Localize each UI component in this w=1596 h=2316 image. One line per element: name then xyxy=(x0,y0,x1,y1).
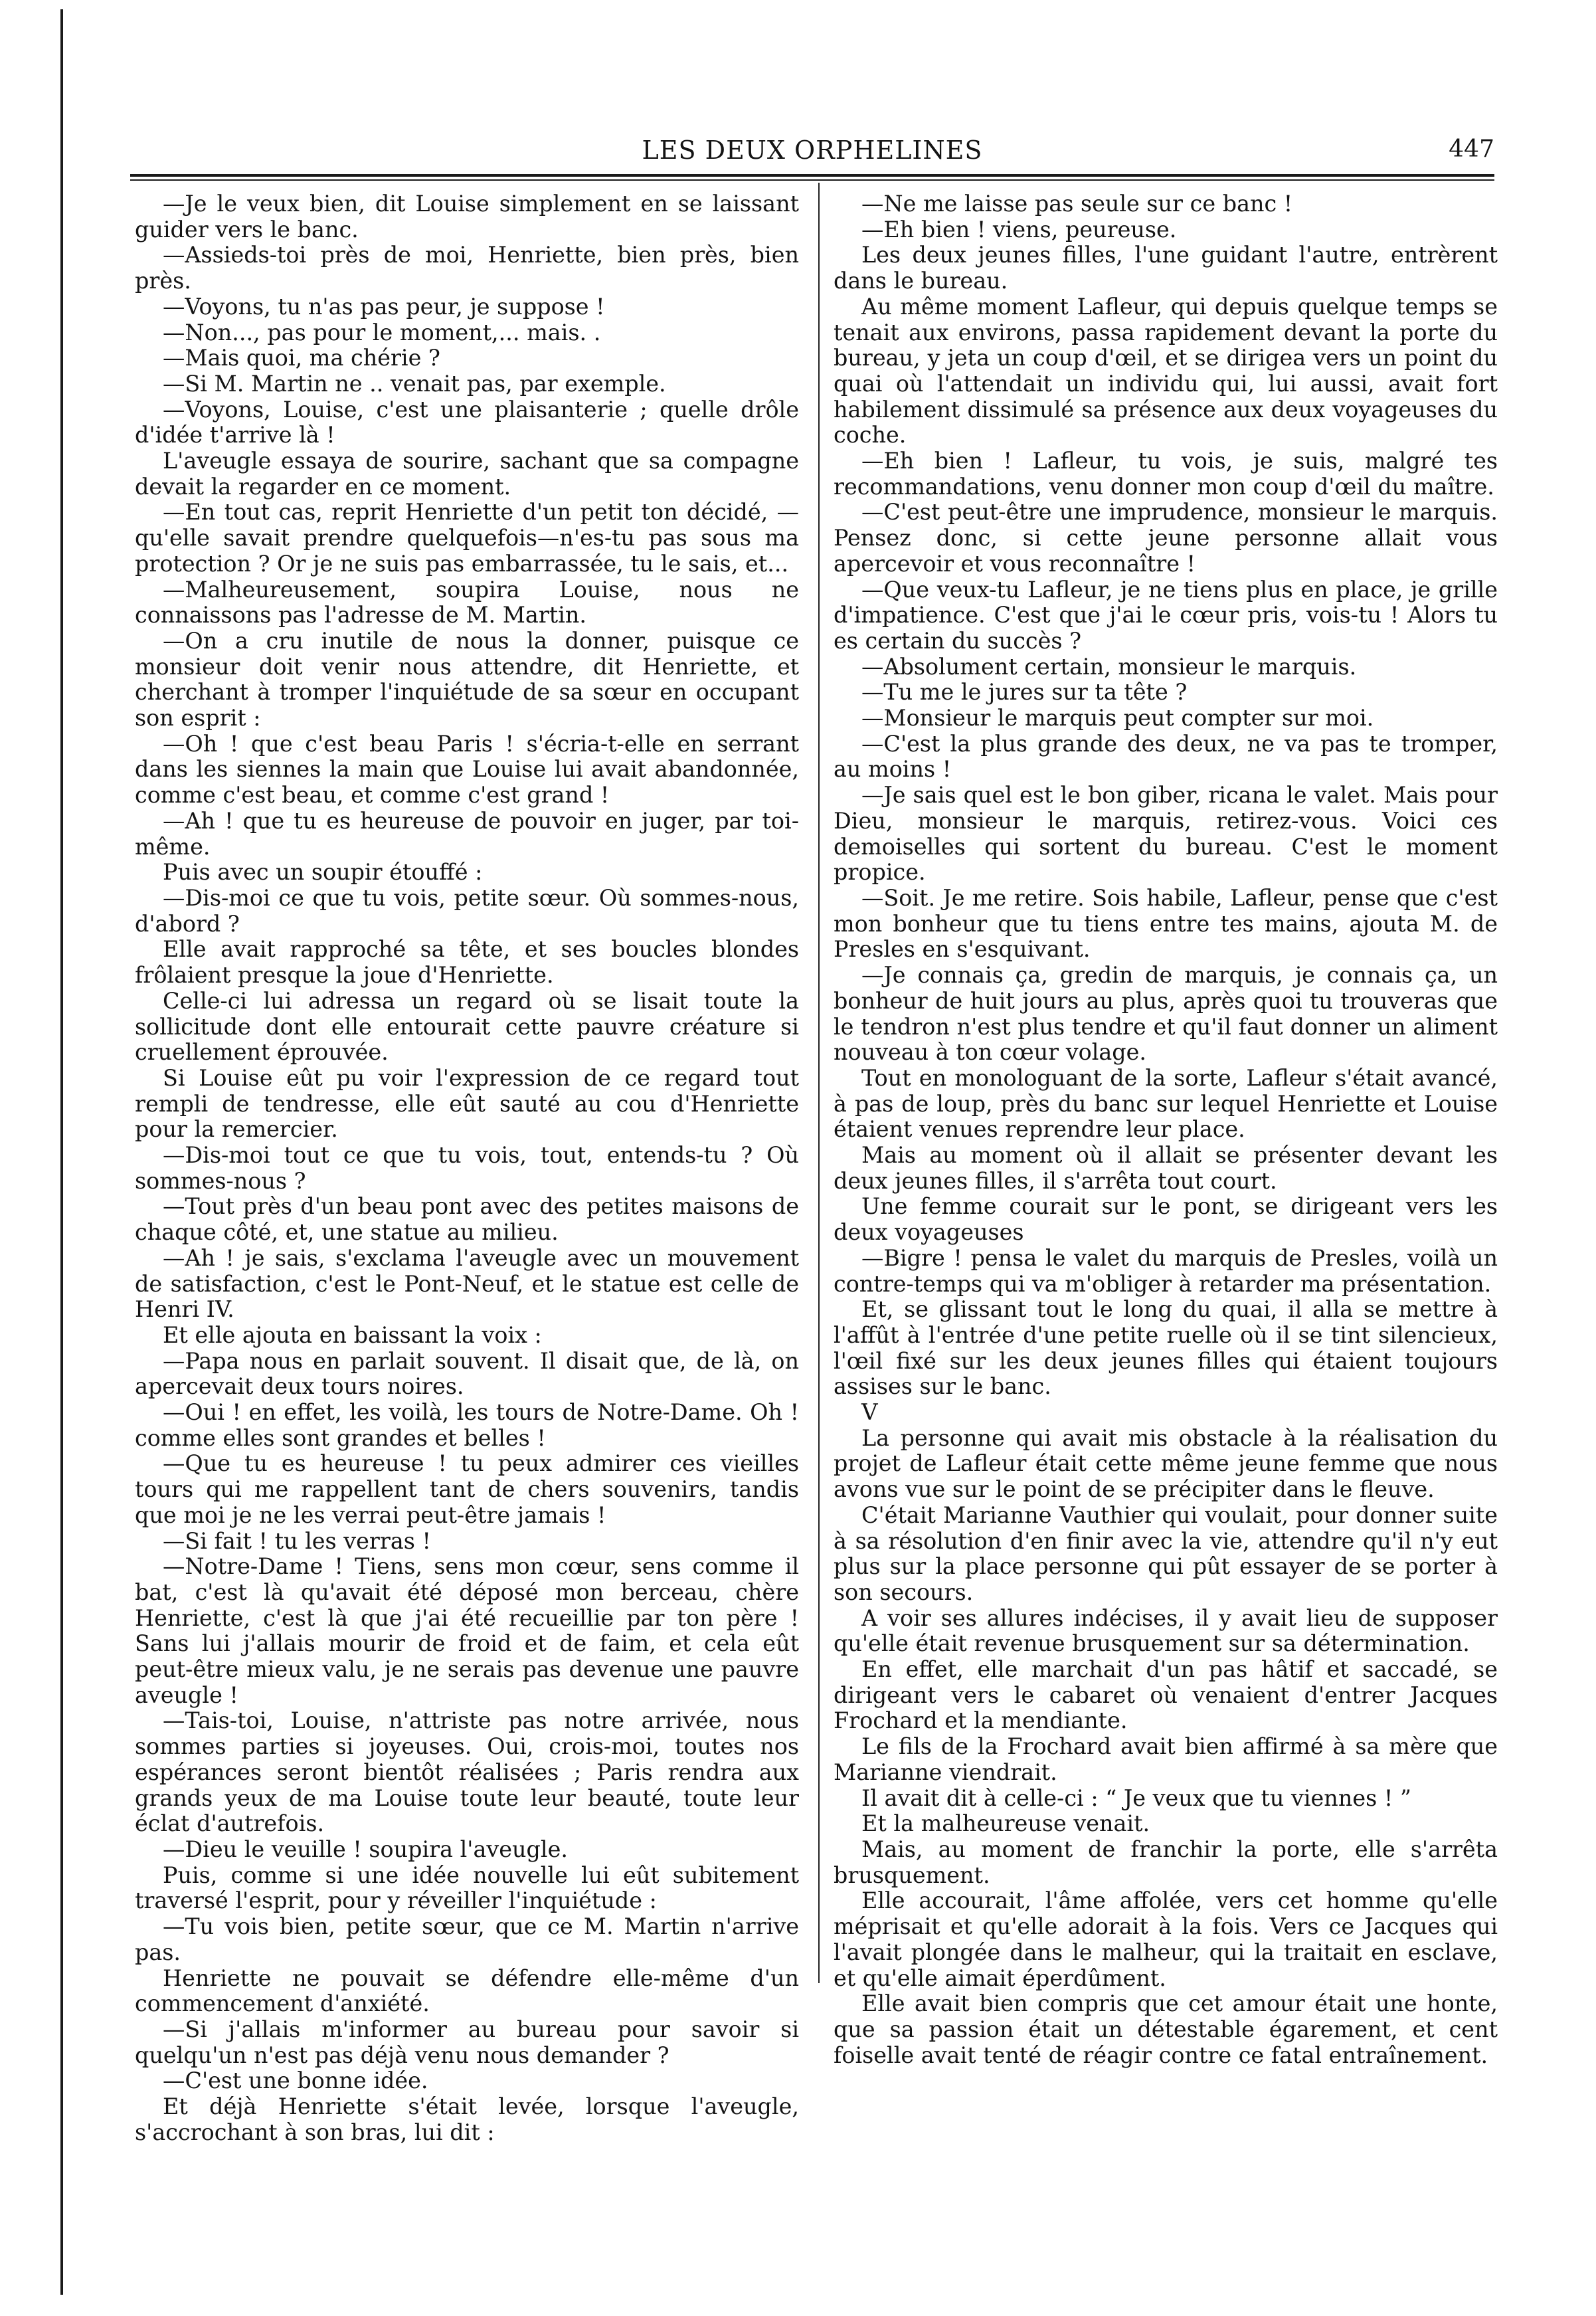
paragraph: —Papa nous en parlait souvent. Il disait que, de là, on apercevait deux tours noires. xyxy=(135,1347,799,1400)
paragraph: En effet, elle marchait d'un pas hâtif et saccadé, se dirigeant vers le cabaret où venaient d'entrer Jacques Frochard et la mendiante. xyxy=(834,1656,1498,1734)
paragraph: Puis avec un soupir étouffé : xyxy=(163,859,483,886)
paragraph: Tout en monologuant de la sorte, Lafleur s'était avancé, à pas de loup, près du banc sur lequel Henriette et Louise étaient venues reprendre leur place. xyxy=(834,1064,1498,1143)
paragraph: —Je connais ça, gredin de marquis, je connais ça, un bonheur de huit jours au plus, après quoi tu trouveras que le tendron n'est plus tendre et qu'il faut donner un aliment nouveau à ton cœur volage. xyxy=(834,962,1498,1066)
paragraph: —Tout près d'un beau pont avec des petites maisons de chaque côté, et, une statue au milieu. xyxy=(135,1193,799,1246)
paragraph: —Tu me le jures sur ta tête ? xyxy=(861,679,1188,706)
header-rule-thick xyxy=(130,174,1494,177)
paragraph: —En tout cas, reprit Henriette d'un petit ton décidé, —qu'elle savait prendre quelquefois—n'es-tu pas sous ma protection ? Or je ne suis pas embarrassée, tu le sais, et... xyxy=(135,499,799,577)
paragraph: —Soit. Je me retire. Sois habile, Lafleur, pense que c'est mon bonheur que tu tiens entre tes mains, ajouta M. de Presles en s'esquivant. xyxy=(834,884,1498,963)
paragraph: Une femme courait sur le pont, se dirigeant vers les deux voyageuses xyxy=(834,1193,1498,1246)
paragraph: Henriette ne pouvait se défendre elle-même d'un commencement d'anxiété. xyxy=(135,1965,799,2017)
page-edge-rule xyxy=(60,9,63,2295)
paragraph: —Dieu le veuille ! soupira l'aveugle. xyxy=(163,1836,568,1862)
paragraph: Il avait dit à celle-ci : “ Je veux que tu viennes ! ” xyxy=(861,1785,1411,1811)
paragraph: Si Louise eût pu voir l'expression de ce regard tout rempli de tendresse, elle eût sauté au cou d'Henriette pour la remercier. xyxy=(135,1064,799,1143)
paragraph: —Oh ! que c'est beau Paris ! s'écria-t-elle en serrant dans les siennes la main que Louise lui avait abandonnée, comme c'est beau, et comme c'est grand ! xyxy=(135,730,799,809)
paragraph: L'aveugle essaya de sourire, sachant que sa compagne devait la regarder en ce moment. xyxy=(135,448,799,500)
paragraph: —Si j'allais m'informer au bureau pour savoir si quelqu'un n'est pas déjà venu nous demander ? xyxy=(135,2016,799,2068)
paragraph: Elle avait bien compris que cet amour était une honte, que sa passion était un détestable égarement, et cent foiselle avait tenté de réagir contre ce fatal entraînement. xyxy=(834,1990,1498,2068)
paragraph: —Je sais quel est le bon giber, ricana le valet. Mais pour Dieu, monsieur le marquis, retirez-vous. Voici ces demoiselles qui sortent du bureau. C'est le moment propice. xyxy=(834,782,1498,886)
paragraph: Celle-ci lui adressa un regard où se lisait toute la sollicitude dont elle entourait cette pauvre créature si cruellement éprouvée. xyxy=(135,987,799,1066)
paragraph: —C'est peut-être une imprudence, monsieur le marquis. Pensez donc, si cette jeune personne allait vous apercevoir et vous reconnaître ! xyxy=(834,499,1498,577)
paragraph: Le fils de la Frochard avait bien affirmé à sa mère que Marianne viendrait. xyxy=(834,1733,1498,1785)
paragraph: Elle accourait, l'âme affolée, vers cet homme qu'elle méprisait et qu'elle adorait à la fois. Vers ce Jacques qui l'avait plongée dans le malheur, qui la traitait en esclave, et qu'elle aimait éperdûment. xyxy=(834,1887,1498,1991)
paragraph: —Bigre ! pensa le valet du marquis de Presles, voilà un contre-temps qui va m'obliger à retarder ma présentation. xyxy=(834,1244,1498,1297)
paragraph: —Malheureusement, soupira Louise, nous ne connaissons pas l'adresse de M. Martin. xyxy=(135,576,799,628)
paragraph: —Ne me laisse pas seule sur ce banc ! xyxy=(861,191,1293,217)
paragraph: —C'est une bonne idée. xyxy=(163,2068,428,2094)
paragraph: Et elle ajouta en baissant la voix : xyxy=(163,1321,542,1348)
paragraph: —Monsieur le marquis peut compter sur moi. xyxy=(861,705,1374,731)
paragraph: Mais, au moment de franchir la porte, elle s'arrêta brusquement. xyxy=(834,1836,1498,1888)
paragraph: Et déjà Henriette s'était levée, lorsque l'aveugle, s'accrochant à son bras, lui dit : xyxy=(135,2093,799,2145)
paragraph: —Dis-moi tout ce que tu vois, tout, entends-tu ? Où sommes-nous ? xyxy=(135,1142,799,1194)
paragraph: Puis, comme si une idée nouvelle lui eût subitement traversé l'esprit, pour y réveiller l'inquiétude : xyxy=(135,1862,799,1914)
paragraph: —Notre-Dame ! Tiens, sens mon cœur, sens comme il bat, c'est là qu'avait été déposé mon berceau, chère Henriette, c'est là que j'ai été recueillie par ton père ! Sans lui j'allais mourir de froid et de faim, et cela eût peut-être mieux valu, je ne serais pas devenue une pauvre aveugle ! xyxy=(135,1553,799,1708)
paragraph: —Eh bien ! Lafleur, tu vois, je suis, malgré tes recommandations, venu donner mon coup d'œil du maître. xyxy=(834,448,1498,500)
paragraph: Mais au moment où il allait se présenter devant les deux jeunes filles, il s'arrêta tout court. xyxy=(834,1142,1498,1194)
paragraph: —Voyons, Louise, c'est une plaisanterie ; quelle drôle d'idée t'arrive là ! xyxy=(135,396,799,448)
chapter-heading: V xyxy=(861,1399,878,1426)
running-header xyxy=(130,136,1494,175)
paragraph: —Tu vois bien, petite sœur, que ce M. Martin n'arrive pas. xyxy=(135,1913,799,1965)
header-rule-thin xyxy=(130,179,1494,181)
paragraph: —Assieds-toi près de moi, Henriette, bien près, bien près. xyxy=(135,242,799,294)
paragraph: —Mais quoi, ma chérie ? xyxy=(163,345,440,371)
paragraph: Et la malheureuse venait. xyxy=(861,1810,1150,1837)
paragraph: Elle avait rapproché sa tête, et ses boucles blondes frôlaient presque la joue d'Henriette. xyxy=(135,936,799,989)
paragraph: La personne qui avait mis obstacle à la réalisation du projet de Lafleur était cette même jeune femme que nous avons vue sur le point de se précipiter dans le fleuve. xyxy=(834,1424,1498,1503)
left-column xyxy=(135,191,799,2145)
paragraph: —Non..., pas pour le moment,... mais. . xyxy=(163,319,601,345)
paragraph: Les deux jeunes filles, l'une guidant l'autre, entrèrent dans le bureau. xyxy=(834,242,1498,294)
paragraph: A voir ses allures indécises, il y avait lieu de supposer qu'elle était revenue brusquement sur sa détermination. xyxy=(834,1604,1498,1657)
column-divider xyxy=(818,183,820,1983)
paragraph: —Dis-moi ce que tu vois, petite sœur. Où sommes-nous, d'abord ? xyxy=(135,884,799,937)
paragraph: —Ah ! je sais, s'exclama l'aveugle avec un mouvement de satisfaction, c'est le Pont-Neuf, et le statue est celle de Henri IV. xyxy=(135,1244,799,1323)
paragraph: Au même moment Lafleur, qui depuis quelque temps se tenait aux environs, passa rapidement devant la porte du bureau, y jeta un coup d'œil, et se dirigea vers un point du quai où l'attendait un individu qui, lui aussi, avait fort habilement dissimulé sa présence aux deux voyageuses du coche. xyxy=(834,293,1498,448)
paragraph: —Eh bien ! viens, peureuse. xyxy=(861,216,1177,242)
right-column xyxy=(834,191,1498,2068)
running-title: LES DEUX ORPHELINES xyxy=(642,136,983,165)
paragraph: —Si fait ! tu les verras ! xyxy=(163,1527,431,1554)
paragraph: C'était Marianne Vauthier qui voulait, pour donner suite à sa résolution d'en finir avec la vie, attendre qu'il n'y eut plus sur la place personne qui pût essayer de se porter à son secours. xyxy=(834,1501,1498,1605)
page-number: 447 xyxy=(1449,136,1494,163)
paragraph: —Ah ! que tu es heureuse de pouvoir en juger, par toi-même. xyxy=(135,807,799,860)
paragraph: —Tais-toi, Louise, n'attriste pas notre arrivée, nous sommes parties si joyeuses. Oui, crois-moi, toutes nos espérances seront bientôt réalisées ; Paris rendra aux grands yeux de ma Louise toute leur beauté, toute leur éclat d'autrefois. xyxy=(135,1707,799,1837)
paragraph: —Je le veux bien, dit Louise simplement en se laissant guider vers le banc. xyxy=(135,191,799,242)
paragraph: —Si M. Martin ne .. venait pas, par exemple. xyxy=(163,370,666,397)
paragraph: —On a cru inutile de nous la donner, puisque ce monsieur doit venir nous attendre, dit Henriette, et cherchant à tromper l'inquiétude de sa sœur en occupant son esprit : xyxy=(135,627,799,731)
paragraph: —C'est la plus grande des deux, ne va pas te tromper, au moins ! xyxy=(834,730,1498,783)
paragraph: Et, se glissant tout le long du quai, il alla se mettre à l'affût à l'entrée d'une petite ruelle où il se tint silencieux, l'œil fixé sur les deux jeunes filles qui étaient toujours assises sur le banc. xyxy=(834,1296,1498,1400)
paragraph: —Oui ! en effet, les voilà, les tours de Notre-Dame. Oh ! comme elles sont grandes et belles ! xyxy=(135,1399,799,1451)
paragraph: —Absolument certain, monsieur le marquis. xyxy=(861,653,1357,680)
paragraph: —Que veux-tu Lafleur, je ne tiens plus en place, je grille d'impatience. C'est que j'ai le cœur pris, vois-tu ! Alors tu es certain du succès ? xyxy=(834,576,1498,654)
paragraph: —Voyons, tu n'as pas peur, je suppose ! xyxy=(163,293,605,320)
paragraph: —Que tu es heureuse ! tu peux admirer ces vieilles tours qui me rappellent tant de chers souvenirs, tandis que moi je ne les verrai peut-être jamais ! xyxy=(135,1450,799,1528)
